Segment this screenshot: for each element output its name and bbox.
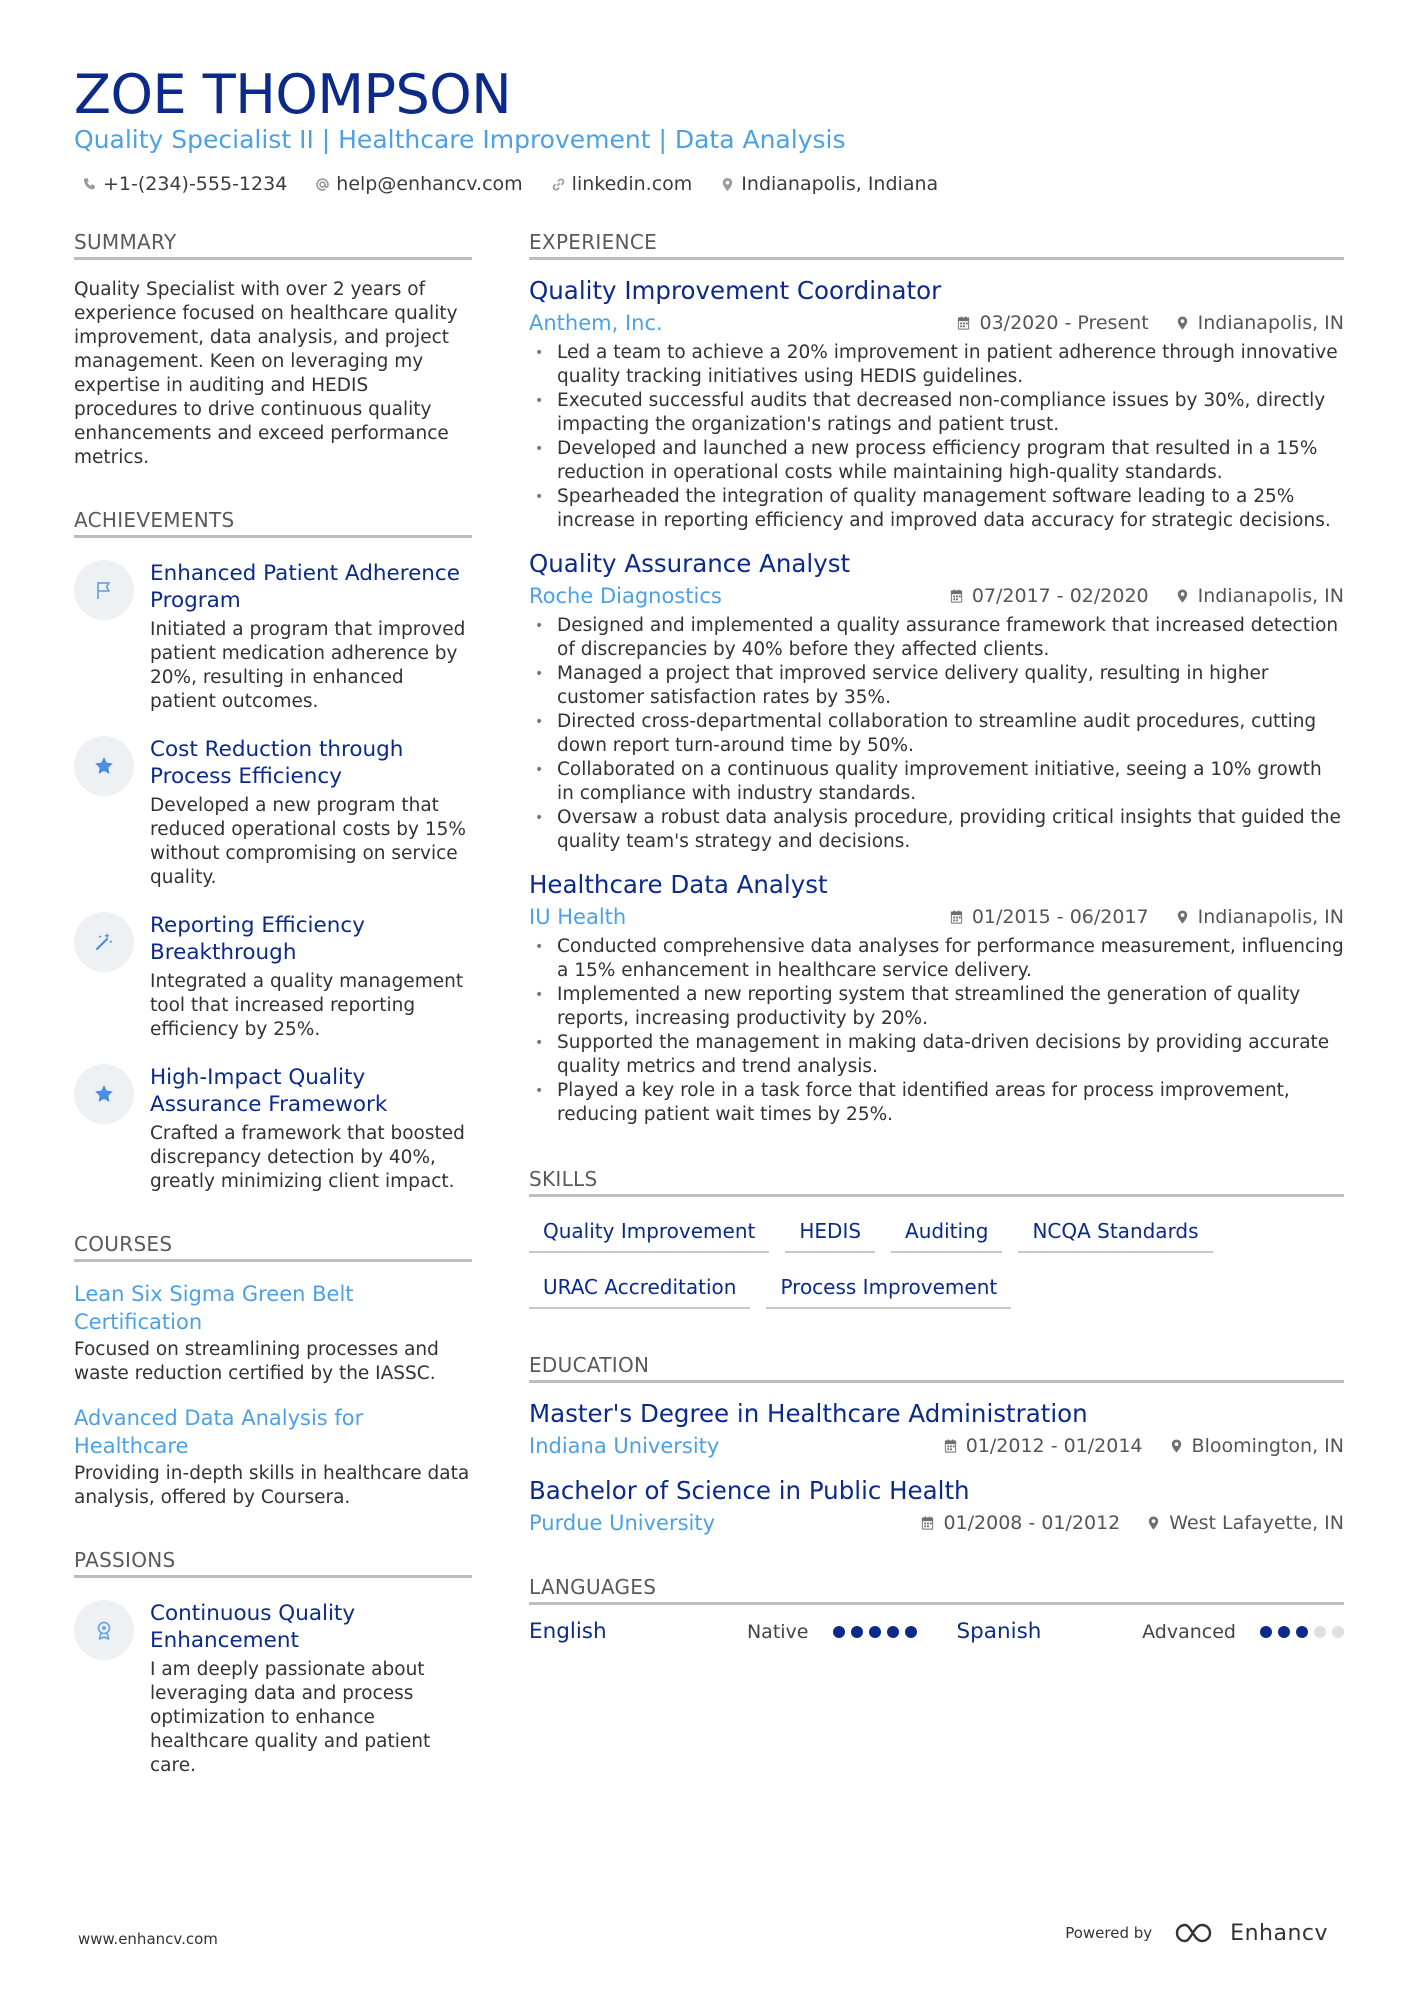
course-item: [74, 1404, 472, 1510]
star-icon: [74, 736, 134, 796]
location-pin-icon: [1146, 1515, 1161, 1531]
contact-bar: [82, 170, 966, 198]
summary-section: [74, 230, 472, 470]
achievement-item: [74, 1064, 472, 1194]
job-title: Quality Assurance Analyst: [529, 549, 851, 578]
company-name: Anthem, Inc.: [529, 311, 663, 335]
education-entry: [529, 1476, 1344, 1537]
linkedin-text: linkedin.com: [571, 173, 693, 195]
passions-section: [74, 1548, 472, 1778]
achievement-desc: Crafted a framework that boosted discrepancy detection by 40%, greatly minimizing client impact.: [150, 1123, 465, 1192]
rating-dot-empty: [1332, 1626, 1344, 1638]
location-pin-icon: [720, 177, 735, 192]
section-title-languages: LANGUAGES: [529, 1575, 1344, 1605]
phone-icon: [82, 177, 97, 192]
achievements-section: [74, 508, 472, 1194]
achievement-title: Reporting Efficiency Breakthrough: [150, 913, 365, 965]
job-bullet: • Spearheaded the integration of quality management software leading to a 25% increase in reporting efficiency and improved data accuracy for strategic decisions.: [529, 485, 1344, 533]
section-title-experience: EXPERIENCE: [529, 230, 1344, 260]
calendar-icon: [949, 909, 964, 925]
job-entry: [529, 870, 1344, 1127]
course-item: [74, 1280, 472, 1386]
flag-icon: [74, 560, 134, 620]
passion-item: [74, 1600, 472, 1778]
rating-dot-filled: [851, 1626, 863, 1638]
job-entry: [529, 276, 1344, 533]
rating-dot-filled: [1260, 1626, 1272, 1638]
experience-section: [529, 230, 1344, 1127]
job-dates: 01/2015 - 06/2017: [971, 906, 1149, 928]
job-bullets: [529, 935, 1344, 1127]
job-bullet: • Designed and implemented a quality assurance framework that increased detection of discrepancies by 40% before they affected clients.: [529, 614, 1344, 662]
achievement-desc: Initiated a program that improved patient medication adherence by 20%, resulting in enhanced patient outcomes.: [150, 619, 466, 712]
education-section: [529, 1353, 1344, 1537]
degree-title: Bachelor of Science in Public Health: [529, 1476, 970, 1505]
skills-list: [529, 1211, 1344, 1323]
job-bullet: • Implemented a new reporting system that streamlined the generation of quality reports, increasing productivity by 20%.: [529, 983, 1344, 1031]
location-pin-icon: [1175, 909, 1190, 925]
language-item: [529, 1619, 917, 1644]
job-bullet: • Played a key role in a task force that identified areas for process improvement, reducing patient wait times by 25%.: [529, 1079, 1344, 1127]
passion-desc: I am deeply passionate about leveraging data and process optimization to enhance healthcare quality and patient care.: [150, 1659, 431, 1776]
language-rating: [827, 1626, 917, 1638]
education-location: Bloomington, IN: [1191, 1435, 1344, 1457]
summary-text: Quality Specialist with over 2 years of experience focused on healthcare quality improvement, data analysis, and project management. Keen on leveraging my expertise in auditing and HEDIS procedures to drive continuous quality enhancements and exceed performance metrics.: [74, 279, 458, 468]
achievement-desc: Integrated a quality management tool that increased reporting efficiency by 25%.: [150, 971, 464, 1040]
company-name: IU Health: [529, 905, 627, 929]
course-desc: Focused on streamlining processes and waste reduction certified by the IASSC.: [74, 1339, 439, 1384]
job-bullet: • Supported the management in making data-driven decisions by providing accurate quality metrics and trend analysis.: [529, 1031, 1344, 1079]
location-pin-icon: [1169, 1438, 1184, 1454]
skill-tag: Process Improvement: [766, 1267, 1011, 1309]
job-bullet: • Developed and launched a new process efficiency program that resulted in a 15% reduction in operational costs while maintaining high-quality standards.: [529, 437, 1344, 485]
education-entry: [529, 1399, 1344, 1460]
course-title: Advanced Data Analysis for Healthcare: [74, 1406, 364, 1458]
job-bullet: • Managed a project that improved service delivery quality, resulting in higher customer satisfaction rates by 35%.: [529, 662, 1344, 710]
calendar-icon: [956, 315, 971, 331]
brand-logo[interactable]: [1174, 1920, 1328, 1946]
section-title-skills: SKILLS: [529, 1167, 1344, 1197]
skills-section: [529, 1167, 1344, 1323]
job-bullet: • Directed cross-departmental collaboration to streamline audit procedures, cutting down report turn-around time by 50%.: [529, 710, 1344, 758]
skill-tag: URAC Accreditation: [529, 1267, 750, 1309]
rating-dot-filled: [1278, 1626, 1290, 1638]
language-level: Advanced: [1142, 1620, 1236, 1643]
passion-title: Continuous Quality Enhancement: [150, 1601, 356, 1653]
job-dates: 07/2017 - 02/2020: [971, 585, 1149, 607]
job-entry: [529, 549, 1344, 854]
job-bullet: • Oversaw a robust data analysis procedure, providing critical insights that guided the quality team's strategy and decisions.: [529, 806, 1344, 854]
star-icon: [74, 1064, 134, 1124]
degree-title: Master's Degree in Healthcare Administration: [529, 1399, 1088, 1428]
achievement-item: [74, 736, 472, 890]
skill-tag: Auditing: [891, 1211, 1002, 1253]
rating-dot-empty: [1314, 1626, 1326, 1638]
calendar-icon: [949, 588, 964, 604]
magic-wand-icon: [74, 912, 134, 972]
skill-tag: NCQA Standards: [1018, 1211, 1212, 1253]
company-name: Roche Diagnostics: [529, 584, 722, 608]
job-location: Indianapolis, IN: [1197, 585, 1344, 607]
contact-phone[interactable]: [82, 173, 287, 195]
location-text: Indianapolis, Indiana: [741, 173, 939, 195]
left-column: [74, 230, 472, 1778]
school-name: Indiana University: [529, 1434, 720, 1458]
section-title-courses: COURSES: [74, 1232, 472, 1262]
education-location: West Lafayette, IN: [1169, 1512, 1344, 1534]
job-bullets: [529, 614, 1344, 854]
link-icon: [551, 177, 566, 192]
job-location: Indianapolis, IN: [1197, 906, 1344, 928]
achievement-item: [74, 912, 472, 1042]
contact-email[interactable]: [315, 173, 522, 195]
job-title: Quality Improvement Coordinator: [529, 276, 942, 305]
contact-location: [720, 173, 938, 195]
achievement-title: High-Impact Quality Assurance Framework: [150, 1065, 388, 1117]
section-title-education: EDUCATION: [529, 1353, 1344, 1383]
job-bullets: [529, 341, 1344, 533]
achievement-item: [74, 560, 472, 714]
rating-dot-filled: [1296, 1626, 1308, 1638]
candidate-name: ZOE THOMPSON: [74, 63, 512, 126]
calendar-icon: [943, 1438, 958, 1454]
education-dates: 01/2012 - 01/2014: [965, 1435, 1143, 1457]
job-dates: 03/2020 - Present: [979, 312, 1149, 334]
calendar-icon: [920, 1515, 935, 1531]
language-rating: [1254, 1626, 1344, 1638]
enhancv-logo-icon: [1174, 1920, 1220, 1946]
contact-linkedin[interactable]: [551, 173, 693, 195]
email-text: help@enhancv.com: [336, 173, 523, 195]
achievement-title: Cost Reduction through Process Efficiency: [150, 737, 404, 789]
job-title: Healthcare Data Analyst: [529, 870, 828, 899]
rating-dot-filled: [905, 1626, 917, 1638]
candidate-subtitle: Quality Specialist II | Healthcare Improvement | Data Analysis: [74, 125, 846, 154]
location-pin-icon: [1175, 588, 1190, 604]
school-name: Purdue University: [529, 1511, 716, 1535]
course-desc: Providing in-depth skills in healthcare data analysis, offered by Coursera.: [74, 1463, 470, 1508]
skill-tag: HEDIS: [785, 1211, 875, 1253]
skill-tag: Quality Improvement: [529, 1211, 769, 1253]
job-bullet: • Led a team to achieve a 20% improvement in patient adherence through innovative quality tracking initiatives using HEDIS guidelines.: [529, 341, 1344, 389]
phone-text: +1-(234)-555-1234: [103, 173, 288, 195]
brand-name: Enhancv: [1230, 1920, 1328, 1946]
education-dates: 01/2008 - 01/2012: [943, 1512, 1121, 1534]
job-bullet: • Collaborated on a continuous quality improvement initiative, seeing a 10% growth in compliance with industry standards.: [529, 758, 1344, 806]
course-title: Lean Six Sigma Green Belt Certification: [74, 1282, 354, 1334]
language-name: English: [529, 1619, 607, 1644]
language-level: Native: [746, 1620, 809, 1643]
rating-dot-filled: [833, 1626, 845, 1638]
job-location: Indianapolis, IN: [1197, 312, 1344, 334]
languages-section: [529, 1575, 1344, 1644]
powered-by-text: Powered by: [1065, 1924, 1153, 1942]
courses-section: [74, 1232, 472, 1510]
job-bullet: • Conducted comprehensive data analyses for performance measurement, influencing a 15% enhancement in healthcare service delivery.: [529, 935, 1344, 983]
location-pin-icon: [1175, 315, 1190, 331]
language-name: Spanish: [956, 1619, 1042, 1644]
job-bullet: • Executed successful audits that decreased non-compliance issues by 30%, directly impacting the organization's ratings and patient trust.: [529, 389, 1344, 437]
at-sign-icon: [315, 177, 330, 192]
achievement-desc: Developed a new program that reduced operational costs by 15% without compromising on service quality.: [150, 795, 466, 888]
right-column: [529, 230, 1344, 1644]
rating-dot-filled: [887, 1626, 899, 1638]
award-icon: [74, 1600, 134, 1660]
section-title-summary: SUMMARY: [74, 230, 472, 260]
achievement-title: Enhanced Patient Adherence Program: [150, 561, 460, 613]
footer-branding: [1065, 1920, 1328, 1946]
rating-dot-filled: [869, 1626, 881, 1638]
section-title-passions: PASSIONS: [74, 1548, 472, 1578]
language-item: [957, 1619, 1345, 1644]
section-title-achievements: ACHIEVEMENTS: [74, 508, 472, 538]
footer-website[interactable]: www.enhancv.com: [78, 1930, 218, 1948]
